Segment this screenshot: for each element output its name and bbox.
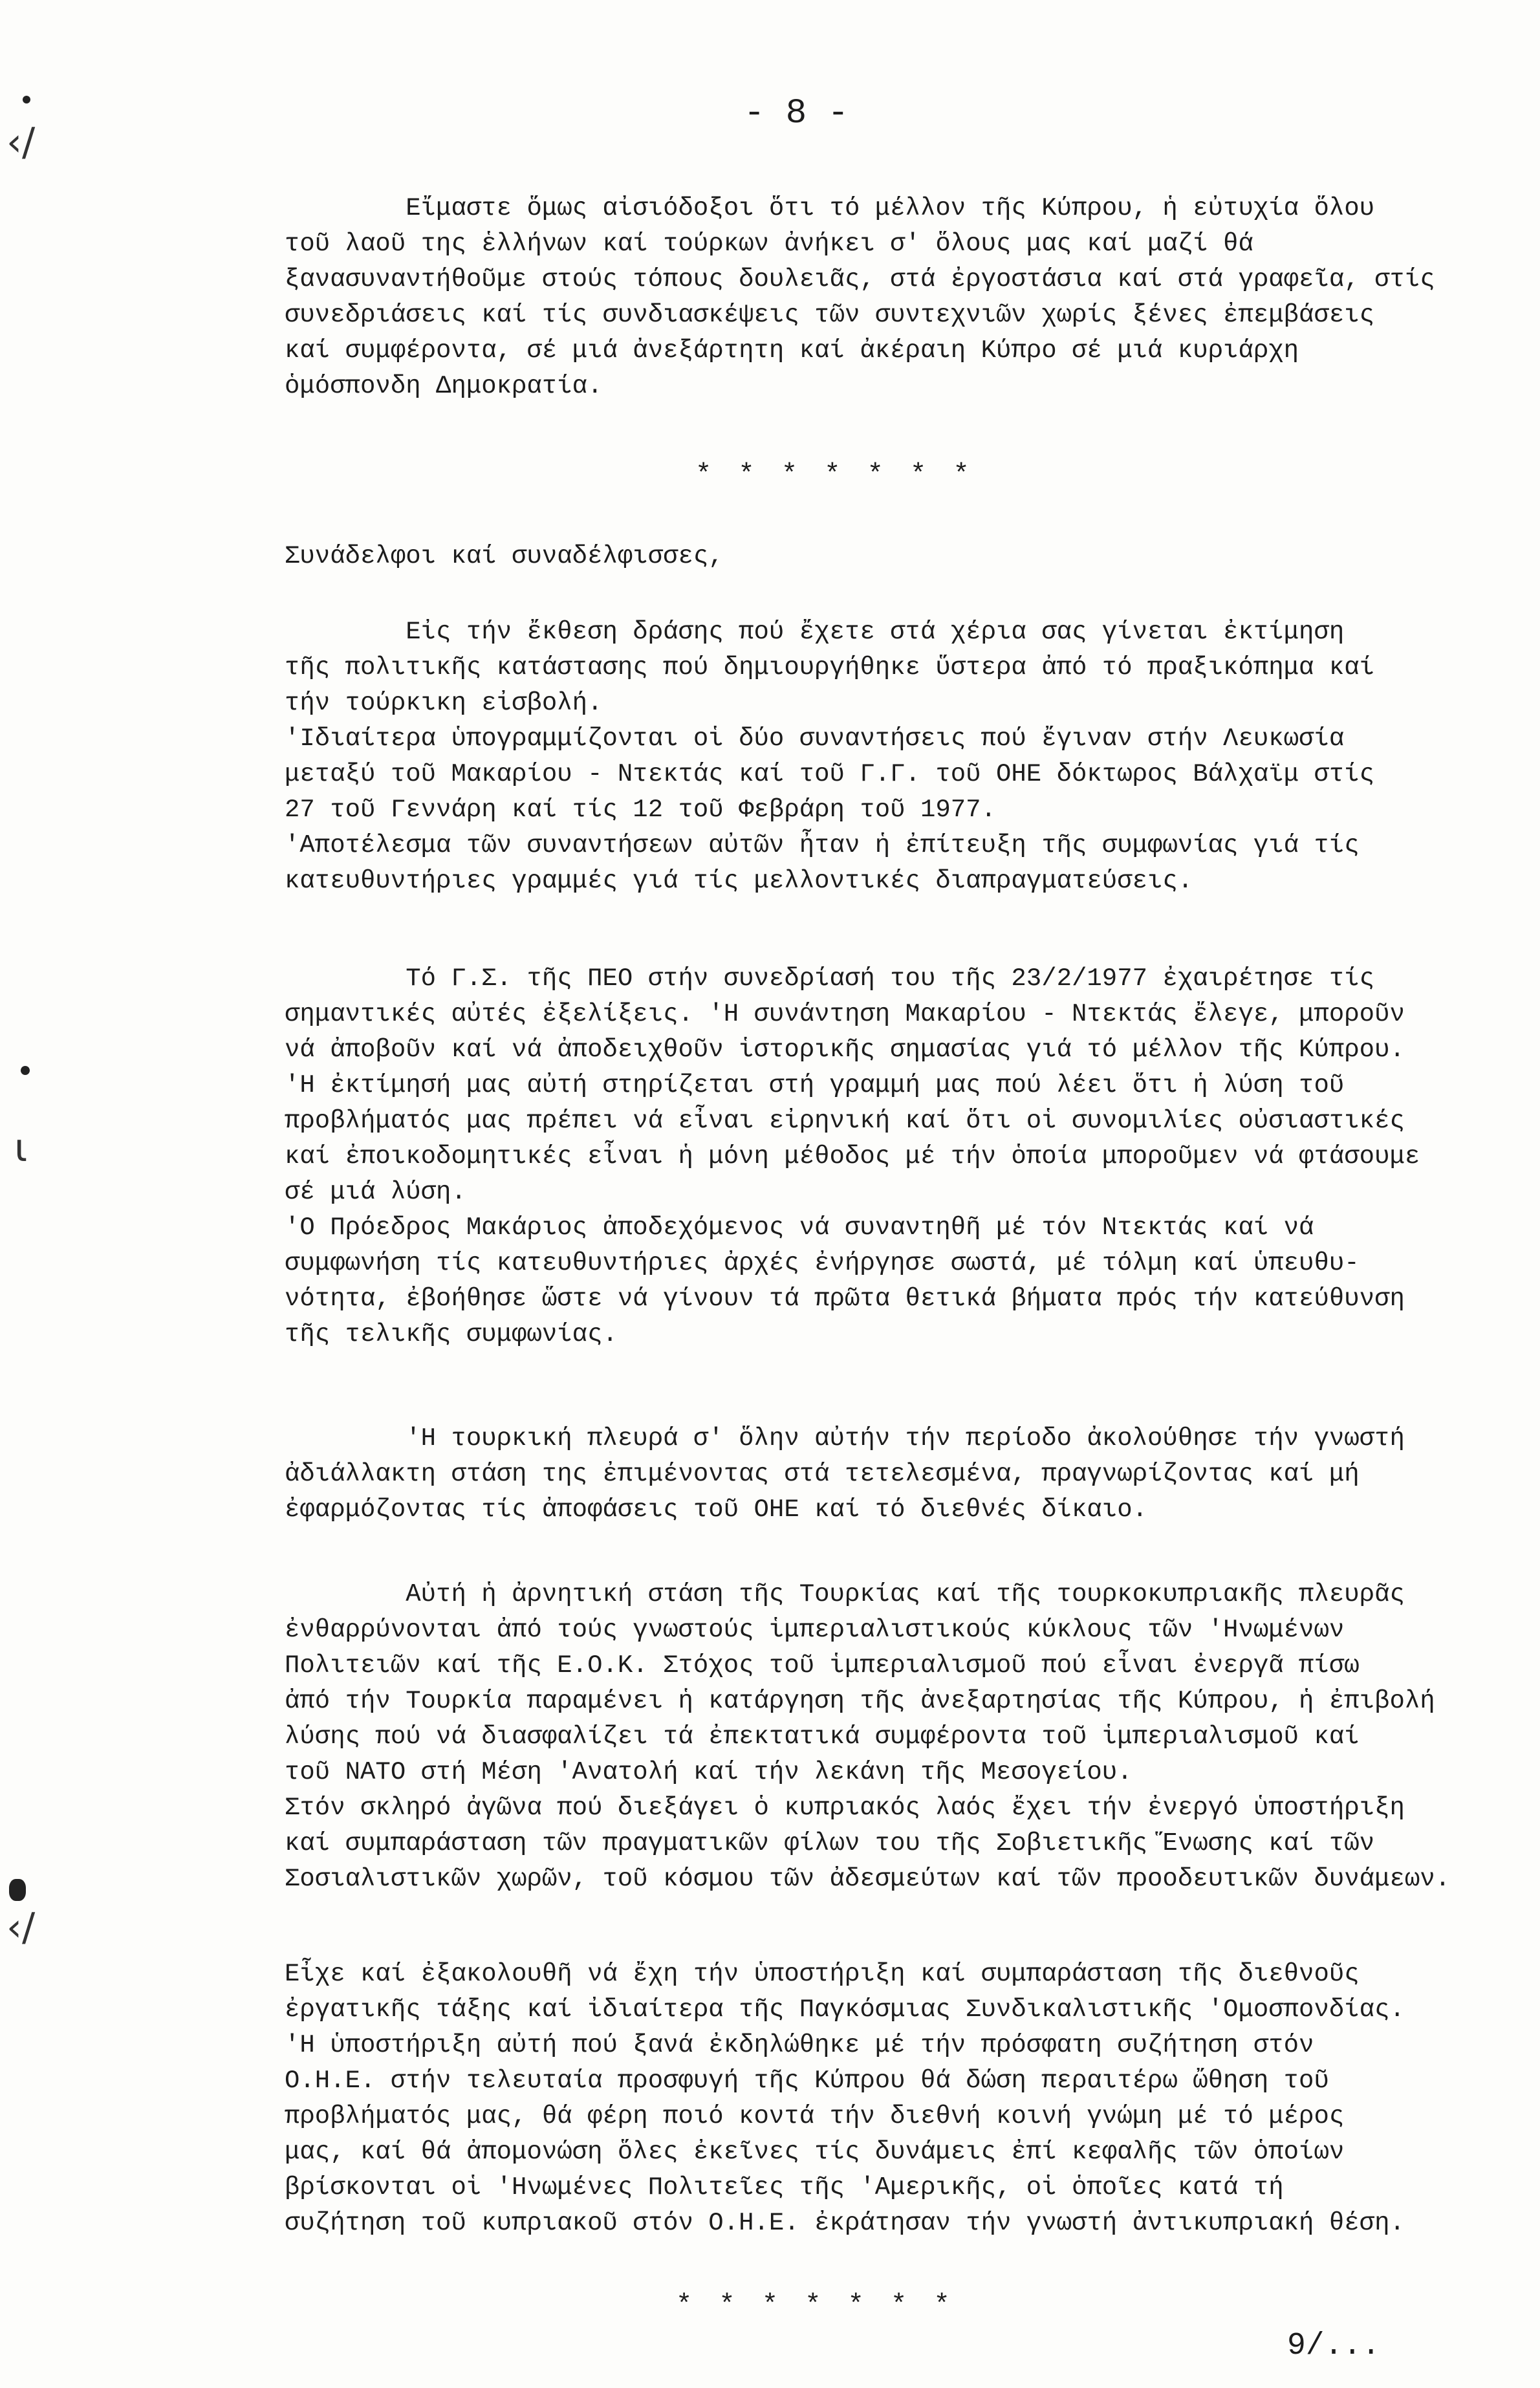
text-line: συζήτηση τοῦ κυπριακοῦ στόν Ο.Η.Ε. ἐκράτησαν τήν γνωστή ἀντικυπριακή θέση. xyxy=(285,2209,1405,2237)
text-line: Τό Γ.Σ. τῆς ΠΕΟ στήν συνεδρίασή του τῆς 23/2/1977 ἐχαιρέτησε τίς xyxy=(285,964,1375,993)
text-line: τοῦ ΝΑΤΟ στή Μέση 'Ανατολή καί τήν λεκάνη τῆς Μεσογείου. xyxy=(285,1758,1133,1786)
separator-stars-bottom: * * * * * * * xyxy=(676,2290,955,2321)
text-line: Στόν σκληρό ἀγῶνα πού διεξάγει ὁ κυπριακός λαός ἔχει τήν ἐνεργό ὑποστήριξη xyxy=(285,1794,1405,1822)
text-line: Ο.Η.Ε. στήν τελευταία προσφυγή τῆς Κύπρου θά δώση περαιτέρω ὤθηση τοῦ xyxy=(285,2067,1329,2095)
text-line: προβλήματός μας πρέπει νά εἶναι εἰρηνική καί ὅτι οἱ συνομιλίες οὐσιαστικές xyxy=(285,1107,1405,1135)
text-line: 'Η ἐκτίμησή μας αὐτή στηρίζεται στή γραμμή μας πού λέει ὅτι ἡ λύση τοῦ xyxy=(285,1071,1345,1100)
text-line: τῆς τελικῆς συμφωνίας. xyxy=(285,1320,618,1349)
text-line: κατευθυντήριες γραμμές γιά τίς μελλοντικές διαπραγματεύσεις. xyxy=(285,867,1193,895)
text-line: τοῦ λαοῦ της ἑλλήνων καί τούρκων ἀνήκει σ' ὅλους μας καί μαζί θά xyxy=(285,230,1253,258)
salutation xyxy=(285,539,1520,574)
paragraph-7 xyxy=(285,1957,1520,2241)
text-line: προβλήματός μας, θά φέρη ποιό κοντά τήν διεθνή κοινή γνώμη μέ τό μέρος xyxy=(285,2102,1345,2131)
paragraph-6 xyxy=(285,1577,1520,1897)
text-line: ἐργατικῆς τάξης καί ἰδιαίτερα τῆς Παγκόσμιας Συνδικαλιστικῆς 'Ομοσπονδίας. xyxy=(285,1995,1405,2024)
margin-mark: ‹/ xyxy=(6,1905,36,1950)
text-line: Εἴμαστε ὅμως αἰσιόδοξοι ὅτι τό μέλλον τῆς Κύπρου, ἡ εὐτυχία ὅλου xyxy=(285,194,1375,223)
margin-mark: ɩ xyxy=(14,1125,28,1171)
text-line: τήν τούρκικη εἰσβολή. xyxy=(285,689,603,717)
paragraph-3 xyxy=(285,614,1520,899)
text-line: νότητα, ἐβοήθησε ὥστε νά γίνουν τά πρῶτα θετικά βήματα πρός τήν κατεύθυνση xyxy=(285,1285,1405,1313)
separator-stars-top: * * * * * * * xyxy=(695,459,975,490)
text-line: Αὐτή ἡ ἀρνητική στάση τῆς Τουρκίας καί τῆς τουρκοκυπριακῆς πλευρᾶς xyxy=(285,1580,1405,1609)
text-line: μεταξύ τοῦ Μακαρίου - Ντεκτάς καί τοῦ Γ.Γ. τοῦ ΟΗΕ δόκτωρος Βάλχαϊμ στίς xyxy=(285,760,1375,788)
margin-dot xyxy=(21,1066,30,1075)
text-line: 'Ιδιαίτερα ὑπογραμμίζονται οἱ δύο συναντήσεις πού ἔγιναν στήν Λευκωσία xyxy=(285,724,1345,753)
text-line: Συνάδελφοι καί συναδέλφισσες, xyxy=(285,542,724,570)
text-line: Σοσιαλιστικῶν χωρῶν, τοῦ κόσμου τῶν ἀδεσμεύτων καί τῶν προοδευτικῶν δυνάμεων. xyxy=(285,1865,1451,1893)
page-number: - 8 - xyxy=(744,94,849,133)
text-line: Εἶχε καί ἐξακολουθῆ νά ἔχη τήν ὑποστήριξη καί συμπαράσταση τῆς διεθνοῦς xyxy=(285,1960,1360,1988)
margin-mark: ‹/ xyxy=(6,120,36,165)
text-line: ἐφαρμόζοντας τίς ἀποφάσεις τοῦ ΟΗΕ καί τό διεθνές δίκαιο. xyxy=(285,1495,1148,1524)
text-line: Πολιτειῶν καί τῆς Ε.Ο.Κ. Στόχος τοῦ ἱμπεριαλισμοῦ πού εἶναι ἐνεργᾶ πίσω xyxy=(285,1651,1360,1680)
text-line: σέ μιά λύση. xyxy=(285,1178,466,1206)
margin-dot xyxy=(9,1879,26,1901)
text-line: συμφωνήση τίς κατευθυντήριες ἀρχές ἐνήργησε σωστά, μέ τόλμη καί ὑπευθυ- xyxy=(285,1249,1360,1277)
text-line: ἐνθαρρύνονται ἀπό τούς γνωστούς ἱμπεριαλιστικούς κύκλους τῶν 'Ηνωμένων xyxy=(285,1616,1345,1644)
text-line: 'Η ὑποστήριξη αὐτή πού ξανά ἐκδηλώθηκε μέ τήν πρόσφατη συζήτηση στόν xyxy=(285,2031,1314,2059)
text-line: 'Αποτέλεσμα τῶν συναντήσεων αὐτῶν ἦταν ἡ ἐπίτευξη τῆς συμφωνίας γιά τίς xyxy=(285,831,1360,860)
text-line: νά ἀποβοῦν καί νά ἀποδειχθοῦν ἱστορικῆς σημασίας γιά τό μέλλον τῆς Κύπρου. xyxy=(285,1036,1405,1064)
text-line: μας, καί θά ἀπομονώση ὅλες ἐκεῖνες τίς δυνάμεις ἐπί κεφαλῆς τῶν ὁποίων xyxy=(285,2138,1345,2166)
text-line: καί συμφέροντα, σέ μιά ἀνεξάρτητη καί ἀκέραιη Κύπρο σέ μιά κυριάρχη xyxy=(285,336,1299,365)
text-line: βρίσκονται οἱ 'Ηνωμένες Πολιτεῖες τῆς 'Αμερικῆς, οἱ ὁποῖες κατά τή xyxy=(285,2173,1284,2202)
text-line: ξανασυναντήθοῦμε στούς τόπους δουλειᾶς, στά ἐργοστάσια καί στά γραφεῖα, στίς xyxy=(285,265,1435,294)
text-line: 'Ο Πρόεδρος Μακάριος ἀποδεχόμενος νά συναντηθῆ μέ τόν Ντεκτάς καί νά xyxy=(285,1213,1314,1242)
paragraph-5 xyxy=(285,1421,1520,1528)
text-line: σημαντικές αὐτές ἐξελίξεις. 'Η συνάντηση Μακαρίου - Ντεκτάς ἔλεγε, μποροῦν xyxy=(285,1000,1405,1028)
text-line: τῆς πολιτικῆς κατάστασης πού δημιουργήθηκε ὕστερα ἀπό τό πραξικόπημα καί xyxy=(285,653,1375,682)
text-line: καί ἐποικοδομητικές εἶναι ἡ μόνη μέθοδος μέ τήν ὁποία μποροῦμεν νά φτάσουμε xyxy=(285,1142,1420,1171)
text-line: καί συμπαράσταση τῶν πραγματικῶν φίλων του τῆς Σοβιετικῆς Ἕνωσης καί τῶν xyxy=(285,1829,1375,1858)
text-line: ὁμόσπονδη Δημοκρατία. xyxy=(285,372,603,400)
margin-dot xyxy=(23,96,30,103)
paragraph-1 xyxy=(285,191,1520,404)
text-line: 'Η τουρκική πλευρά σ' ὅλην αὐτήν τήν περίοδο ἀκολούθησε τήν γνωστή xyxy=(285,1424,1405,1453)
text-line: Εἰς τήν ἔκθεση δράσης πού ἔχετε στά χέρια σας γίνεται ἐκτίμηση xyxy=(285,618,1345,646)
text-line: 27 τοῦ Γεννάρη καί τίς 12 τοῦ Φεβράρη τοῦ 1977. xyxy=(285,796,996,824)
text-line: ἀδιάλλακτη στάση της ἐπιμένοντας στά τετελεσμένα, πραγνωρίζοντας καί μή xyxy=(285,1460,1360,1488)
text-line: συνεδριάσεις καί τίς συνδιασκέψεις τῶν συντεχνιῶν χωρίς ξένες ἐπεμβάσεις xyxy=(285,301,1375,329)
paragraph-4 xyxy=(285,961,1520,1352)
continuation-marker: 9/... xyxy=(1287,2328,1381,2363)
text-line: λύσης πού νά διασφαλίζει τά ἐπεκτατικά συμφέροντα τοῦ ἱμπεριαλισμοῦ καί xyxy=(285,1722,1360,1751)
text-line: ἀπό τήν Τουρκία παραμένει ἡ κατάργηση τῆς ἀνεξαρτησίας τῆς Κύπρου, ἡ ἐπιβολή xyxy=(285,1687,1435,1715)
